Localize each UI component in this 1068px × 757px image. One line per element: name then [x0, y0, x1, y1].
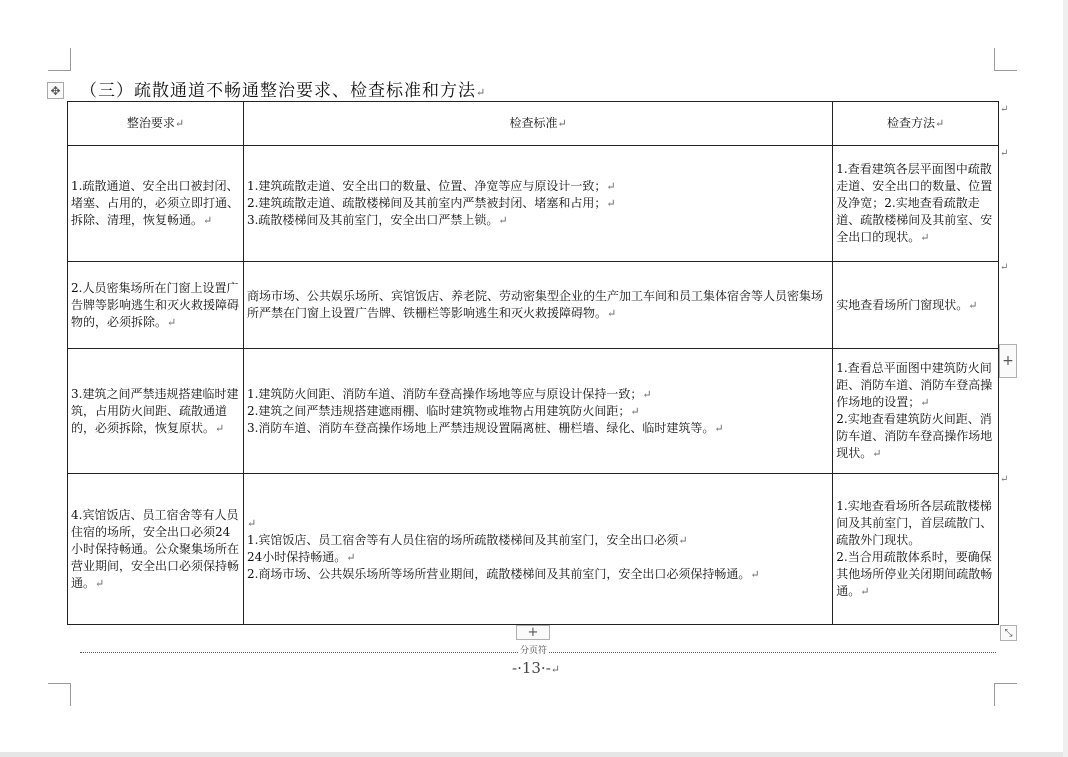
table-row — [68, 146, 999, 262]
row-end-mark-icon: ↵ — [1000, 262, 1009, 273]
cell-text: 商场市场、公共娱乐场所、宾馆饭店、养老院、劳动密集型企业的生产加工车间和员工集体宿舍等人员密集场所严禁在门窗上设置广告牌、铁栅栏等影响逃生和灭火救援障碍物。 — [246, 289, 823, 320]
cell-line: ↵ — [246, 517, 257, 530]
cell-line: 3.消防车道、消防车登高操作场地上严禁违规设置隔离桩、栅栏墙、绿化、临时建筑等。↵ — [246, 420, 724, 435]
cell-line: 1.建筑疏散走道、安全出口的数量、位置、净宽等应与原设计一致；↵ — [246, 179, 616, 193]
cell-text: 1.疏散通道、安全出口被封闭、堵塞、占用的，必须立即打通、拆除、清理，恢复畅通。 — [71, 179, 240, 227]
table-header-row — [68, 102, 999, 146]
cell-requirement[interactable]: 1.疏散通道、安全出口被封闭、堵塞、占用的，必须立即打通、拆除、清理，恢复畅通。↵ — [68, 146, 244, 262]
page-number: -·13·-↵ — [512, 659, 560, 677]
add-row-button[interactable]: + — [999, 344, 1017, 378]
cell-line: 2.当合用疏散体系时，要确保其他场所停业关闭期间疏散畅通。↵ — [836, 550, 993, 598]
table-move-handle-icon[interactable]: ✥ — [47, 82, 64, 99]
cell-text: 1.查看建筑各层平面图中疏散走道、安全出口的数量、位置及净宽；2.实地查看疏散走道、疏散楼梯间及其前室、安全出口的现状。 — [836, 162, 993, 244]
cell-line: 2.商场市场、公共娱乐场所等场所营业期间，疏散楼梯间及其前室门，安全出口必须保持畅通。↵ — [246, 567, 760, 581]
right-edge — [1063, 0, 1068, 757]
cell-method[interactable] — [833, 474, 999, 625]
cell-line: 1.建筑防火间距、消防车道、消防车登高操作场地等应与原设计保持一致；↵ — [246, 386, 652, 401]
table-row — [68, 349, 999, 474]
cell-text: 4.宾馆饭店、员工宿舍等有人员住宿的场所，安全出口必须24小时保持畅通。公众聚集场所在营业期间，安全出口必须保持畅通。 — [71, 507, 240, 590]
cell-method[interactable]: 1.查看建筑各层平面图中疏散走道、安全出口的数量、位置及净宽；2.实地查看疏散走道、疏散楼梯间及其前室、安全出口的现状。↵ — [833, 146, 999, 262]
cell-standard[interactable] — [243, 474, 832, 625]
page-break-label: 分页符 — [518, 643, 549, 656]
header-requirement[interactable]: 整治要求↵ — [68, 102, 244, 146]
rectification-table — [67, 101, 999, 625]
crop-mark-bottom-right — [994, 683, 1017, 706]
cell-line: 24小时保持畅通。↵ — [246, 550, 356, 564]
cell-standard[interactable] — [243, 349, 832, 474]
row-end-mark-icon: ↵ — [1000, 474, 1009, 485]
cell-line: 1.查看总平面图中建筑防火间距、消防车道、消防车登高操作场地的设置；↵ — [836, 361, 993, 409]
cell-line: 2.实地查看建筑防火间距、消防车道、消防车登高操作场地现状。↵ — [836, 412, 993, 460]
row-end-mark-icon: ↵ — [1000, 148, 1009, 159]
cell-line: 1.宾馆饭店、员工宿舍等有人员住宿的场所疏散楼梯间及其前室门，安全出口必须↵ — [246, 533, 688, 547]
crop-mark-top-right — [994, 48, 1017, 71]
table-resize-icon[interactable]: ⤡ — [1000, 625, 1017, 641]
cell-text: 实地查看场所门窗现状。 — [836, 297, 969, 312]
cell-line: 2.建筑之间严禁违规搭建遮雨棚、临时建筑物或堆物占用建筑防火间距；↵ — [246, 403, 640, 418]
cell-requirement[interactable]: 3.建筑之间严禁违规搭建临时建筑，占用防火间距、疏散通道的，必须拆除，恢复原状。↵ — [68, 349, 244, 474]
section-heading-text: （三）疏散通道不畅通整治要求、检查标准和方法 — [80, 81, 476, 101]
cell-text: 2.人员密集场所在门窗上设置广告牌等影响逃生和灭火救援障碍物的，必须拆除。 — [71, 280, 240, 329]
cell-standard[interactable]: 商场市场、公共娱乐场所、宾馆饭店、养老院、劳动密集型企业的生产加工车间和员工集体宿舍等人员密集场所严禁在门窗上设置广告牌、铁栅栏等影响逃生和灭火救援障碍物。↵ — [243, 262, 832, 349]
bottom-edge — [0, 752, 1068, 757]
cell-line: 1.实地查看场所各层疏散楼梯间及其前室门，首层疏散门、疏散外门现状。 — [836, 499, 993, 547]
cell-line: 2.建筑疏散走道、疏散楼梯间及其前室内严禁被封闭、堵塞和占用；↵ — [246, 196, 616, 210]
paragraph-mark-icon: ↵ — [476, 86, 487, 99]
crop-mark-top-left — [48, 48, 71, 71]
cell-line: 3.疏散楼梯间及其前室门，安全出口严禁上锁。↵ — [246, 213, 508, 227]
table-row — [68, 262, 999, 349]
section-heading — [80, 76, 486, 101]
crop-mark-bottom-left — [48, 683, 71, 706]
cell-standard[interactable] — [243, 146, 832, 262]
cell-requirement[interactable]: 2.人员密集场所在门窗上设置广告牌等影响逃生和灭火救援障碍物的，必须拆除。↵ — [68, 262, 244, 349]
cell-method[interactable]: 实地查看场所门窗现状。↵ — [833, 262, 999, 349]
table-row — [68, 474, 999, 625]
header-method[interactable]: 检查方法↵ — [833, 102, 999, 146]
row-end-mark-icon: ↵ — [1000, 104, 1009, 115]
cell-text: 3.建筑之间严禁违规搭建临时建筑，占用防火间距、疏散通道的，必须拆除，恢复原状。 — [71, 386, 239, 435]
header-standard[interactable]: 检查标准↵ — [243, 102, 832, 146]
add-column-button[interactable]: + — [516, 625, 550, 640]
cell-requirement[interactable]: 4.宾馆饭店、员工宿舍等有人员住宿的场所，安全出口必须24小时保持畅通。公众聚集场所在营业期间，安全出口必须保持畅通。↵ — [68, 474, 244, 625]
cell-method[interactable] — [833, 349, 999, 474]
